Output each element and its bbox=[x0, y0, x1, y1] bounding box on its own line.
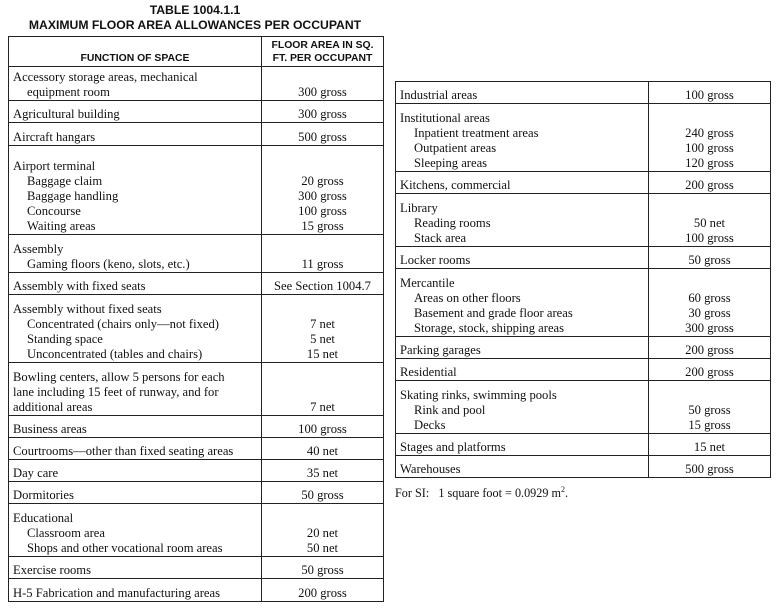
table-row bbox=[9, 504, 384, 557]
function-label: Warehouses bbox=[400, 462, 461, 476]
sub-area-value: 15 gross bbox=[301, 219, 344, 233]
area-value: 200 gross bbox=[685, 365, 734, 379]
function-label: Mercantile bbox=[400, 276, 455, 290]
sub-area-value: 5 net bbox=[310, 332, 335, 346]
function-cell bbox=[396, 172, 649, 194]
area-value: 300 gross bbox=[298, 85, 347, 99]
table-row bbox=[396, 194, 771, 247]
function-label: Institutional areas bbox=[400, 111, 490, 125]
area-cell bbox=[649, 269, 771, 337]
function-label: Assembly bbox=[13, 242, 64, 256]
function-cell bbox=[396, 82, 649, 104]
sub-area-value: 20 net bbox=[306, 526, 339, 540]
function-cell bbox=[9, 504, 262, 557]
table-row bbox=[9, 557, 384, 579]
table-row bbox=[396, 247, 771, 269]
area-cell bbox=[649, 337, 771, 359]
area-cell bbox=[262, 504, 384, 557]
function-cell bbox=[9, 460, 262, 482]
area-value: 100 gross bbox=[685, 88, 734, 102]
right-table-body bbox=[396, 82, 771, 478]
area-value: 500 gross bbox=[298, 130, 347, 144]
area-cell bbox=[262, 416, 384, 438]
area-cell bbox=[262, 67, 384, 101]
table-row bbox=[9, 482, 384, 504]
occupancy-table-right bbox=[395, 81, 771, 478]
function-label-line: lane including 15 feet of runway, and for bbox=[13, 385, 219, 399]
function-label: Aircraft hangars bbox=[13, 130, 96, 144]
sub-function-label: Classroom area bbox=[27, 526, 105, 540]
function-cell bbox=[9, 482, 262, 504]
function-label: Accessory storage areas, mechanical bbox=[13, 70, 198, 84]
sub-area-value: 15 gross bbox=[688, 418, 731, 432]
function-label: Day care bbox=[13, 466, 59, 480]
header-floor-area bbox=[262, 37, 384, 67]
area-cell bbox=[649, 381, 771, 434]
area-cell bbox=[649, 172, 771, 194]
area-cell bbox=[262, 123, 384, 146]
function-label: Parking garages bbox=[400, 343, 481, 357]
area-cell bbox=[262, 482, 384, 504]
sub-function-label: Inpatient treatment areas bbox=[414, 126, 539, 140]
note-prefix: For SI: bbox=[395, 486, 430, 501]
table-row bbox=[396, 172, 771, 194]
sub-function-label: Concourse bbox=[27, 204, 81, 218]
sub-function-label: Baggage handling bbox=[27, 189, 119, 203]
sub-function-label: Sleeping areas bbox=[414, 156, 488, 170]
area-cell bbox=[262, 101, 384, 123]
sub-area-value: 20 gross bbox=[301, 174, 344, 188]
table-row bbox=[9, 235, 384, 273]
function-label: Residential bbox=[400, 365, 457, 379]
function-label-line: additional areas bbox=[13, 400, 93, 414]
area-cell bbox=[262, 295, 384, 363]
function-cell bbox=[396, 434, 649, 456]
function-label: Dormitories bbox=[13, 488, 74, 502]
sub-function-label: Concentrated (chairs only—not fixed) bbox=[27, 317, 219, 331]
area-value: 200 gross bbox=[298, 586, 347, 600]
area-value: 300 gross bbox=[298, 107, 347, 121]
area-cell bbox=[649, 434, 771, 456]
header-floor-area-line2: FT. PER OCCUPANT bbox=[272, 52, 373, 64]
function-cell bbox=[396, 104, 649, 172]
sub-area-value: 11 gross bbox=[301, 257, 344, 271]
sub-function-label: Shops and other vocational room areas bbox=[27, 541, 223, 555]
area-cell bbox=[262, 579, 384, 602]
sub-area-value: 240 gross bbox=[685, 126, 734, 140]
sub-function-label: Stack area bbox=[414, 231, 467, 245]
function-cell bbox=[9, 67, 262, 101]
area-cell bbox=[649, 82, 771, 104]
sub-area-value: 300 gross bbox=[298, 189, 347, 203]
area-cell bbox=[262, 460, 384, 482]
table-row bbox=[9, 295, 384, 363]
function-cell bbox=[396, 456, 649, 478]
function-label: Stages and platforms bbox=[400, 440, 506, 454]
note-superscript: 2 bbox=[560, 485, 565, 494]
function-cell bbox=[9, 273, 262, 295]
function-cell bbox=[9, 101, 262, 123]
area-value: 200 gross bbox=[685, 178, 734, 192]
sub-area-value: 50 net bbox=[693, 216, 726, 230]
function-label: Assembly without fixed seats bbox=[13, 302, 162, 316]
function-cell bbox=[9, 363, 262, 416]
area-value: 50 gross bbox=[301, 488, 344, 502]
table-row bbox=[9, 146, 384, 235]
area-cell bbox=[649, 247, 771, 269]
table-title: MAXIMUM FLOOR AREA ALLOWANCES PER OCCUPANT bbox=[28, 18, 362, 32]
area-cell bbox=[262, 438, 384, 460]
function-cell bbox=[9, 146, 262, 235]
function-cell bbox=[9, 295, 262, 363]
sub-function-label: Basement and grade floor areas bbox=[414, 306, 573, 320]
occupancy-table-left bbox=[8, 36, 384, 602]
area-value: 100 gross bbox=[298, 422, 347, 436]
sub-area-value: 15 net bbox=[306, 347, 339, 361]
function-label: Business areas bbox=[13, 422, 87, 436]
sub-function-label: Gaming floors (keno, slots, etc.) bbox=[27, 257, 190, 271]
area-value: 7 net bbox=[310, 400, 335, 414]
sub-area-value: 50 gross bbox=[688, 403, 731, 417]
area-value: 500 gross bbox=[685, 462, 734, 476]
function-label: Library bbox=[400, 201, 438, 215]
area-cell bbox=[649, 456, 771, 478]
table-row bbox=[396, 359, 771, 381]
area-value: 15 net bbox=[693, 440, 726, 454]
table-row bbox=[9, 67, 384, 101]
note-suffix: . bbox=[564, 486, 569, 501]
sub-function-label: Standing space bbox=[27, 332, 103, 346]
area-cell bbox=[649, 104, 771, 172]
area-value: 35 net bbox=[306, 466, 339, 480]
table-row bbox=[9, 438, 384, 460]
area-cell bbox=[262, 363, 384, 416]
function-cell bbox=[9, 235, 262, 273]
sub-function-label: Storage, stock, shipping areas bbox=[414, 321, 565, 335]
function-label: Locker rooms bbox=[400, 253, 471, 267]
sub-function-label: Unconcentrated (tables and chairs) bbox=[27, 347, 203, 361]
function-label: Assembly with fixed seats bbox=[13, 279, 146, 293]
sub-area-value: 60 gross bbox=[688, 291, 731, 305]
table-row bbox=[9, 363, 384, 416]
function-label-continued: equipment room bbox=[27, 85, 110, 99]
function-label: Skating rinks, swimming pools bbox=[400, 388, 557, 402]
area-cell bbox=[649, 359, 771, 381]
area-cell bbox=[262, 557, 384, 579]
area-value: 50 gross bbox=[301, 563, 344, 577]
table-row bbox=[396, 104, 771, 172]
function-cell bbox=[396, 194, 649, 247]
header-function-of-space: FUNCTION OF SPACE bbox=[9, 37, 262, 67]
sub-area-value: 100 gross bbox=[298, 204, 347, 218]
function-cell bbox=[9, 416, 262, 438]
note-text: 1 square foot = 0.0929 m bbox=[438, 486, 561, 501]
sub-area-value: 300 gross bbox=[685, 321, 734, 335]
function-cell bbox=[9, 438, 262, 460]
function-cell bbox=[396, 381, 649, 434]
table-row bbox=[9, 273, 384, 295]
sub-area-value: 50 net bbox=[306, 541, 339, 555]
function-cell bbox=[9, 557, 262, 579]
area-value: See Section 1004.7 bbox=[274, 279, 371, 293]
function-label: Agricultural building bbox=[13, 107, 120, 121]
left-table-body bbox=[9, 67, 384, 602]
sub-function-label: Decks bbox=[414, 418, 446, 432]
function-label: Courtrooms—other than fixed seating areas bbox=[13, 444, 234, 458]
sub-area-value: 100 gross bbox=[685, 141, 734, 155]
area-cell bbox=[262, 273, 384, 295]
area-cell bbox=[262, 235, 384, 273]
table-row bbox=[9, 123, 384, 146]
table-row bbox=[396, 82, 771, 104]
area-value: 40 net bbox=[306, 444, 339, 458]
table-row bbox=[396, 269, 771, 337]
function-label: Exercise rooms bbox=[13, 563, 91, 577]
table-row bbox=[396, 337, 771, 359]
function-label: Bowling centers, allow 5 persons for each bbox=[13, 370, 225, 384]
table-row bbox=[9, 579, 384, 602]
function-label: H-5 Fabrication and manufacturing areas bbox=[13, 586, 221, 600]
sub-function-label: Outpatient areas bbox=[414, 141, 497, 155]
function-cell bbox=[9, 123, 262, 146]
function-label: Airport terminal bbox=[13, 159, 96, 173]
sub-area-value: 100 gross bbox=[685, 231, 734, 245]
table-row bbox=[396, 456, 771, 478]
area-cell bbox=[649, 194, 771, 247]
area-cell bbox=[262, 146, 384, 235]
si-conversion-note bbox=[395, 485, 568, 501]
table-number: TABLE 1004.1.1 bbox=[149, 3, 241, 17]
area-value: 50 gross bbox=[688, 253, 731, 267]
table-row bbox=[396, 381, 771, 434]
header-floor-area-line1: FLOOR AREA IN SQ. bbox=[271, 39, 374, 51]
sub-function-label: Reading rooms bbox=[414, 216, 491, 230]
sub-area-value: 7 net bbox=[310, 317, 335, 331]
function-cell bbox=[9, 579, 262, 602]
function-cell bbox=[396, 337, 649, 359]
table-row bbox=[396, 434, 771, 456]
function-cell bbox=[396, 247, 649, 269]
area-value: 200 gross bbox=[685, 343, 734, 357]
table-row bbox=[9, 101, 384, 123]
sub-function-label: Rink and pool bbox=[414, 403, 486, 417]
sub-function-label: Baggage claim bbox=[27, 174, 103, 188]
function-cell bbox=[396, 269, 649, 337]
sub-area-value: 120 gross bbox=[685, 156, 734, 170]
function-cell bbox=[396, 359, 649, 381]
table-row bbox=[9, 416, 384, 438]
sub-function-label: Waiting areas bbox=[27, 219, 96, 233]
table-row bbox=[9, 460, 384, 482]
function-label: Industrial areas bbox=[400, 88, 478, 102]
sub-area-value: 30 gross bbox=[688, 306, 731, 320]
function-label: Educational bbox=[13, 511, 74, 525]
function-label: Kitchens, commercial bbox=[400, 178, 511, 192]
sub-function-label: Areas on other floors bbox=[414, 291, 521, 305]
